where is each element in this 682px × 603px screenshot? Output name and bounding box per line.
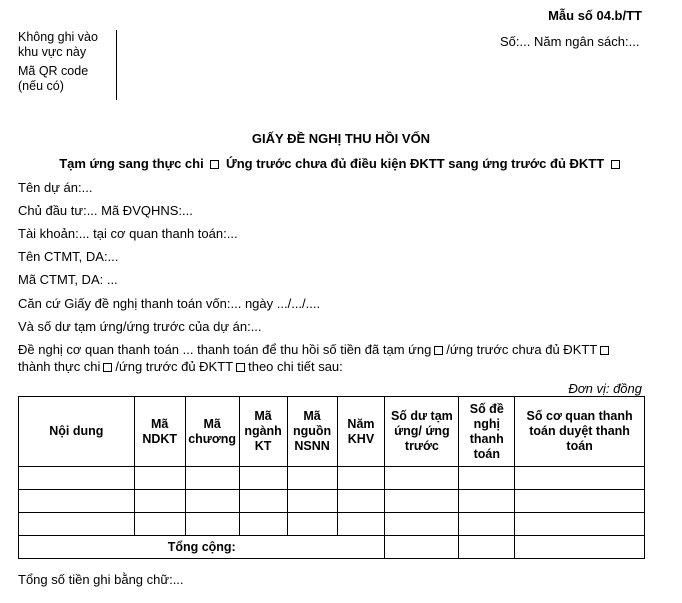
table-cell[interactable] <box>239 490 287 513</box>
request-line-1 <box>18 342 612 357</box>
total-label: Tổng cộng: <box>19 536 385 559</box>
details-table <box>18 396 645 559</box>
document-subtitle <box>0 156 682 171</box>
table-cell[interactable] <box>287 490 337 513</box>
table-cell[interactable] <box>515 467 645 490</box>
table-cell[interactable] <box>459 490 515 513</box>
request-text-c: thành thực chi <box>18 359 101 374</box>
table-cell[interactable] <box>337 490 385 513</box>
table-total-row <box>19 536 645 559</box>
document-title: GIẤY ĐỀ NGHỊ THU HỒI VỐN <box>251 131 431 146</box>
unit-label: Đơn vị: đồng <box>568 381 642 396</box>
header-requested-amount: Số đề nghị thanh toán <box>459 397 515 467</box>
table-cell[interactable] <box>185 490 239 513</box>
table-cell[interactable] <box>239 513 287 536</box>
table-cell[interactable] <box>134 513 185 536</box>
table-cell[interactable] <box>337 513 385 536</box>
table-cell[interactable] <box>287 467 337 490</box>
table-row <box>19 490 645 513</box>
header-sector-code: Mã ngành KT <box>239 397 287 467</box>
table-cell[interactable] <box>337 467 385 490</box>
request-text-d: /ứng trước đủ ĐKTT <box>115 359 234 374</box>
subtitle-option-advance: Tạm ứng sang thực chi <box>59 156 204 171</box>
qr-code-area <box>18 30 117 100</box>
table-row <box>19 467 645 490</box>
field-payment-request-ref: Căn cứ Giấy đề nghị thanh toán vốn:... ngày .../.../.... <box>18 296 321 311</box>
qr-note-line2: khu vực này <box>18 45 87 59</box>
table-cell[interactable] <box>19 490 135 513</box>
table-cell[interactable] <box>134 490 185 513</box>
table-cell[interactable] <box>459 513 515 536</box>
table-cell[interactable] <box>515 490 645 513</box>
field-investor: Chủ đầu tư:... Mã ĐVQHNS:... <box>18 203 193 218</box>
table-cell[interactable] <box>19 513 135 536</box>
qr-note-line4: (nếu có) <box>18 79 64 93</box>
form-number: Mẫu số 04.b/TT <box>548 8 642 23</box>
total-in-words: Tổng số tiền ghi bằng chữ:... <box>18 572 184 587</box>
checkbox-advance-to-actual[interactable] <box>210 160 219 169</box>
total-cell[interactable] <box>459 536 515 559</box>
field-program-name: Tên CTMT, DA:... <box>18 249 119 264</box>
header-ndkt-code: Mã NDKT <box>134 397 185 467</box>
checkbox-actual[interactable] <box>103 363 112 372</box>
table-cell[interactable] <box>385 513 459 536</box>
total-cell[interactable] <box>385 536 459 559</box>
request-text-a: Đề nghị cơ quan thanh toán ... thanh toán để thu hồi số tiền đã tạm ứng <box>18 342 432 357</box>
table-cell[interactable] <box>385 467 459 490</box>
table-cell[interactable] <box>185 467 239 490</box>
table-cell[interactable] <box>287 513 337 536</box>
table-cell[interactable] <box>19 467 135 490</box>
table-cell[interactable] <box>134 467 185 490</box>
table-cell[interactable] <box>385 490 459 513</box>
request-text-e: theo chi tiết sau: <box>248 359 343 374</box>
field-account: Tài khoản:... tại cơ quan thanh toán:... <box>18 226 238 241</box>
table-cell[interactable] <box>185 513 239 536</box>
total-cell[interactable] <box>515 536 645 559</box>
budget-year-line: Số:... Năm ngân sách:... <box>500 34 640 49</box>
header-content: Nội dung <box>19 397 135 467</box>
table-cell[interactable] <box>515 513 645 536</box>
table-row <box>19 513 645 536</box>
table-cell[interactable] <box>459 467 515 490</box>
table-header-row <box>19 397 645 467</box>
checkbox-prepay-eligible[interactable] <box>236 363 245 372</box>
header-source-code: Mã nguồn NSNN <box>287 397 337 467</box>
header-chapter-code: Mã chương <box>185 397 239 467</box>
subtitle-option-prepay: Ứng trước chưa đủ điều kiện ĐKTT sang ứng trước đủ ĐKTT <box>225 156 605 171</box>
header-plan-year: Năm KHV <box>337 397 385 467</box>
request-text-b: /ứng trước chưa đủ ĐKTT <box>446 342 598 357</box>
qr-note-line3: Mã QR code <box>18 64 89 78</box>
checkbox-prepay-to-eligible[interactable] <box>611 160 620 169</box>
checkbox-prepay-ineligible[interactable] <box>600 346 609 355</box>
checkbox-advanced[interactable] <box>434 346 443 355</box>
table-cell[interactable] <box>239 467 287 490</box>
field-project-name: Tên dự án:... <box>18 180 93 195</box>
qr-note-line1: Không ghi vào <box>18 30 98 44</box>
field-program-code: Mã CTMT, DA: ... <box>18 272 118 287</box>
request-line-2 <box>18 359 343 374</box>
field-advance-balance: Và số dư tạm ứng/ứng trước của dự án:... <box>18 319 262 334</box>
header-approved-amount: Số cơ quan thanh toán duyệt thanh toán <box>515 397 645 467</box>
header-advance-balance: Số dư tạm ứng/ ứng trước <box>385 397 459 467</box>
